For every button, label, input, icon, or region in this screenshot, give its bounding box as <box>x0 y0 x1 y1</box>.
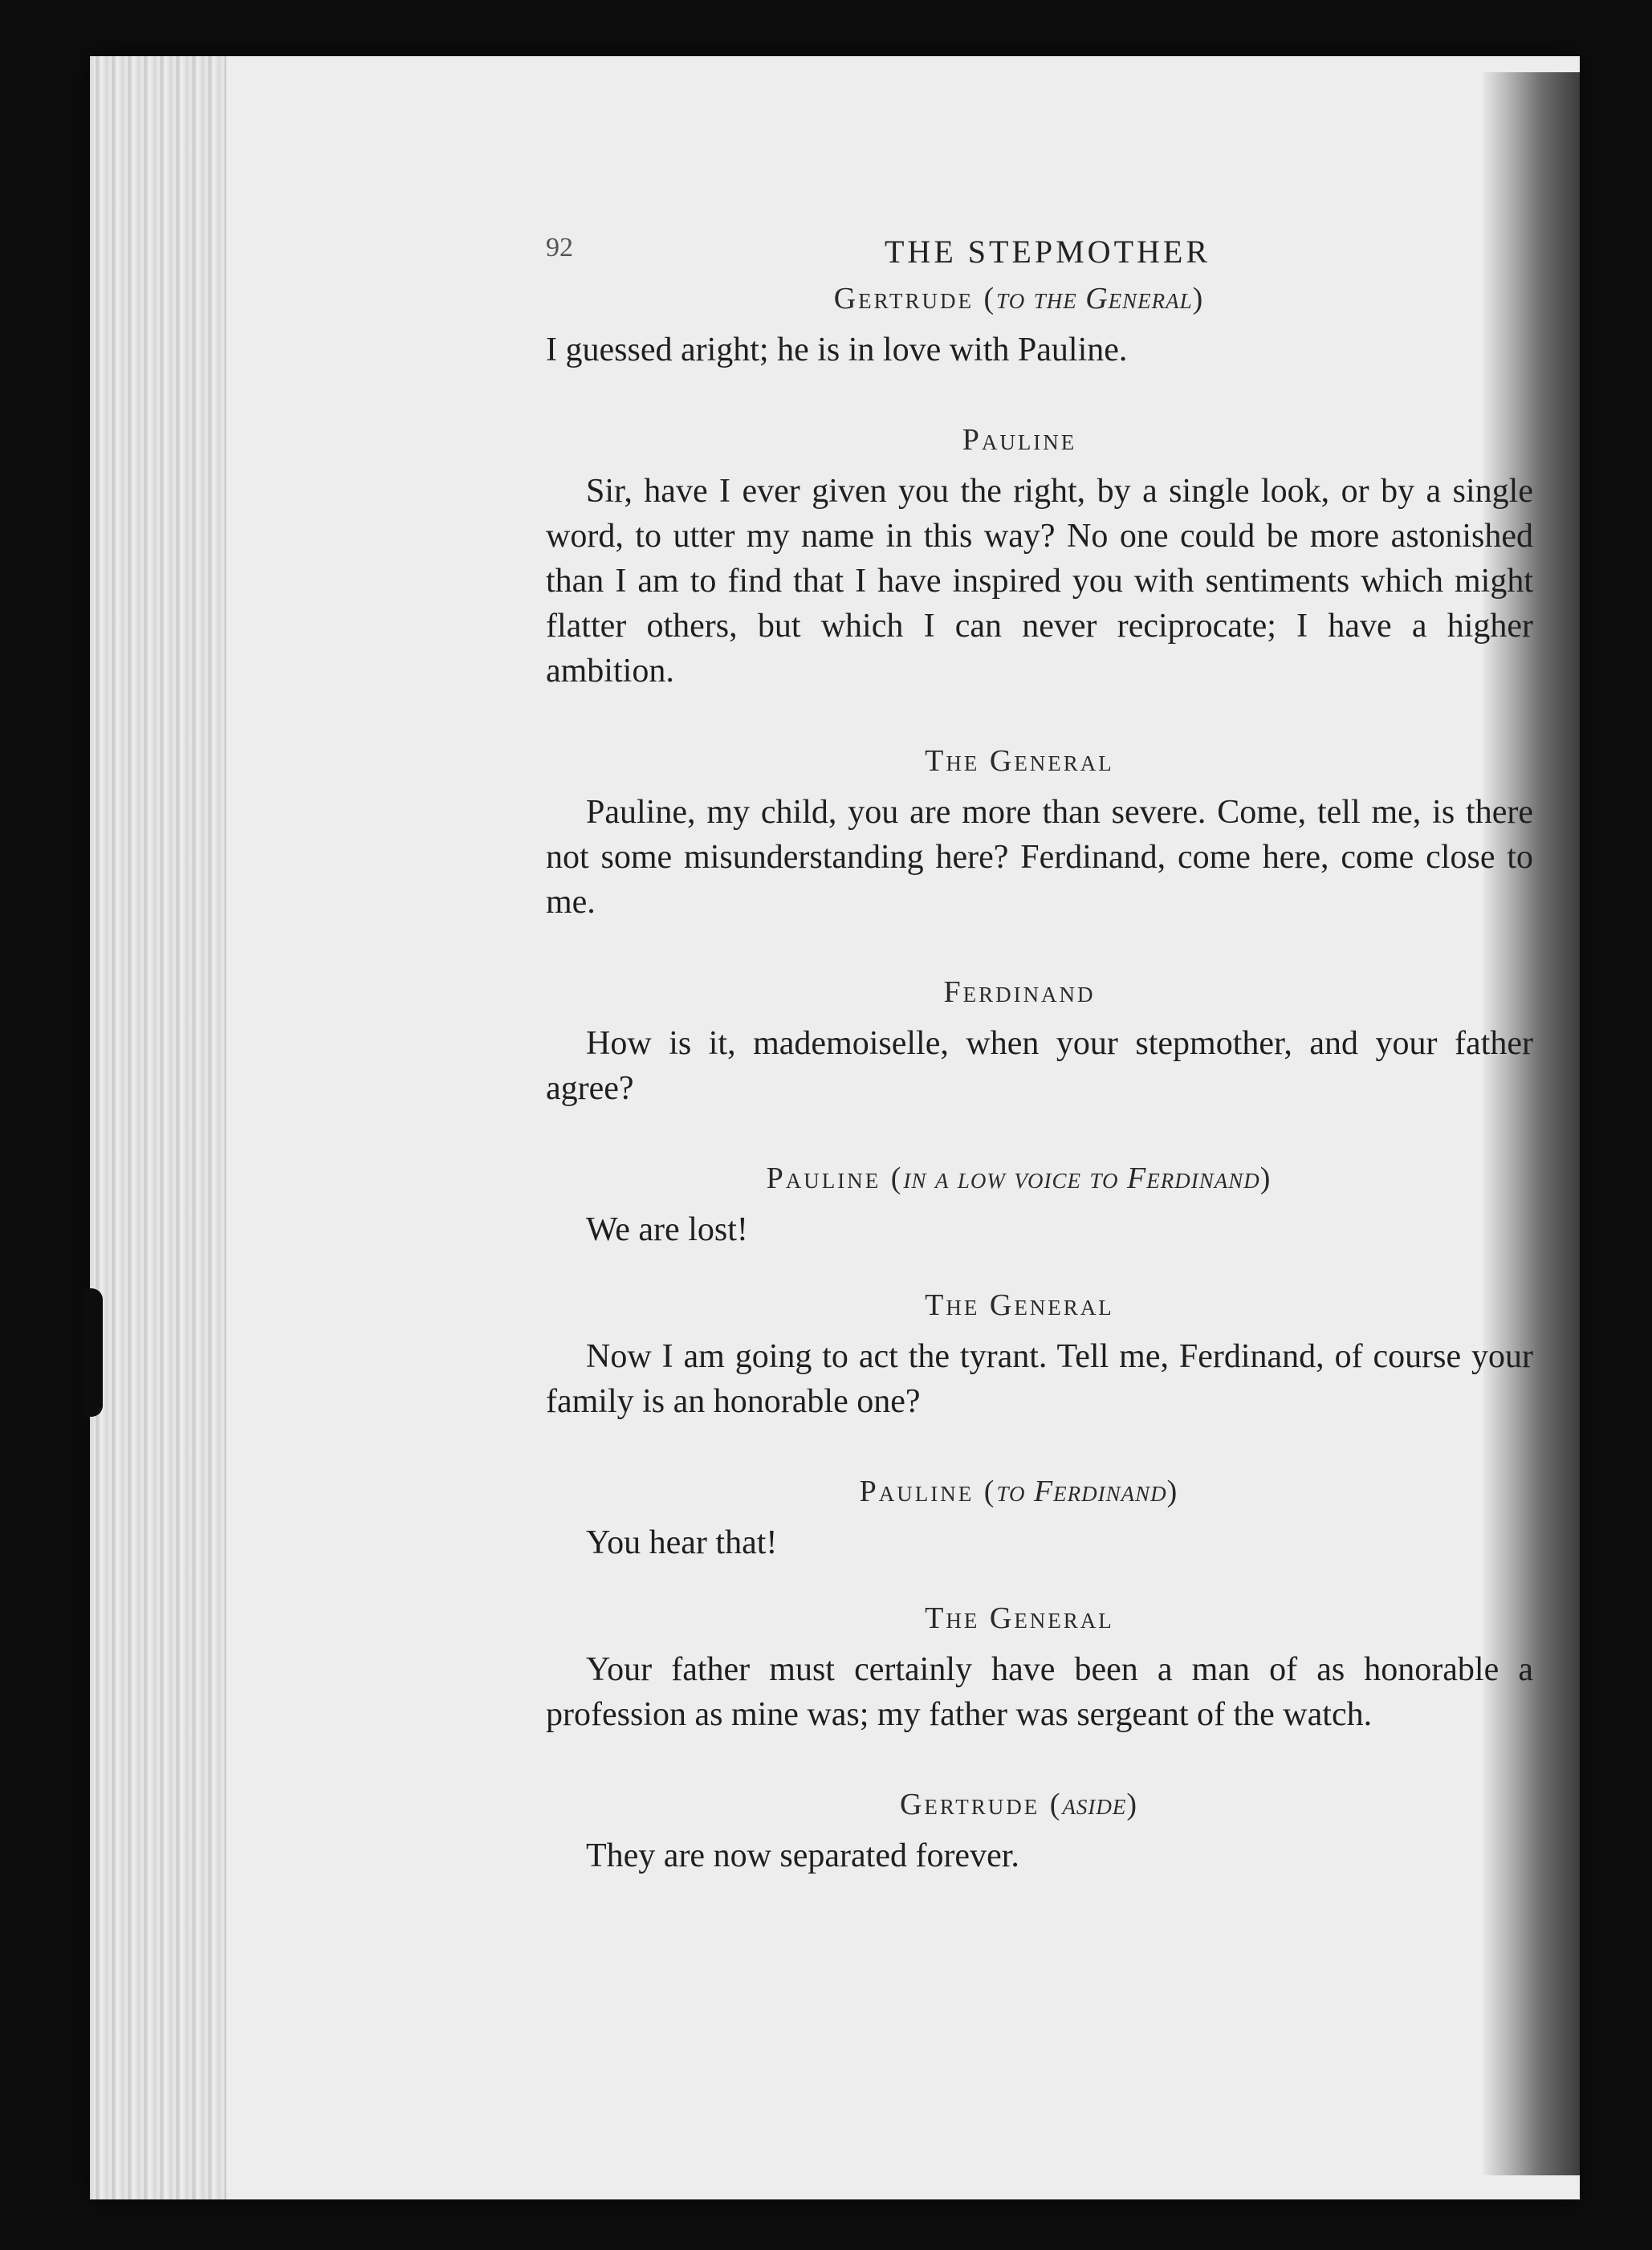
paren-open: ( <box>983 282 997 315</box>
paren-open: ( <box>890 1162 904 1195</box>
paren-close: ) <box>1166 1475 1180 1508</box>
speech <box>458 281 1533 372</box>
paren-close: ) <box>1259 1162 1273 1195</box>
speech <box>458 1601 1533 1737</box>
speech-text: I guessed aright; he is in love with Pauline. <box>546 332 1128 368</box>
speaker-heading <box>458 1474 1533 1509</box>
speech-text: Your father must certainly have been a man of as honorable a profession as mine was; my father was sergeant of the watch. <box>546 1651 1533 1733</box>
speaker-heading <box>458 281 1533 316</box>
paren-open: ( <box>983 1475 997 1508</box>
speaker-heading <box>458 1161 1533 1196</box>
speaker-heading <box>458 743 1533 779</box>
stage-direction: to Ferdinand <box>996 1475 1167 1508</box>
speaker-name: Pauline <box>962 423 1077 457</box>
speaker-heading <box>458 1787 1533 1822</box>
speaker-name: Ferdinand <box>943 975 1096 1009</box>
speech <box>458 422 1533 694</box>
speaker-name: The General <box>925 1601 1114 1635</box>
speech-text: Now I am going to act the tyrant. Tell me, Ferdinand, of course your family is an honorable one? <box>546 1338 1533 1420</box>
speaker-heading <box>458 1601 1533 1636</box>
binding-notch <box>83 1288 103 1417</box>
speech-text: Sir, have I ever given you the right, by a single look, or by a single word, to utter my name in this way? No one could be more astonished than I am to find that I have inspired you with sentiments which might flatter others, but which I can never reciprocate; I have a higher ambition. <box>546 473 1533 690</box>
page-text-block <box>458 233 1533 1878</box>
running-head <box>458 233 1533 281</box>
speaker-name: Gertrude <box>833 282 975 315</box>
speech <box>458 1787 1533 1878</box>
speech-text: How is it, mademoiselle, when your stepmother, and your father agree? <box>546 1025 1533 1107</box>
speech-text: You hear that! <box>586 1524 778 1561</box>
speaker-name: Gertrude <box>899 1788 1040 1821</box>
running-title: THE STEPMOTHER <box>885 234 1211 270</box>
paren-open: ( <box>1049 1788 1063 1821</box>
speaker-name: The General <box>925 744 1114 778</box>
speech <box>458 1161 1533 1252</box>
stage-direction: to the General <box>996 282 1193 315</box>
speaker-heading <box>458 974 1533 1010</box>
speaker-heading <box>458 1288 1533 1323</box>
page-stack-edge <box>90 56 226 2199</box>
speech <box>458 1474 1533 1565</box>
speech <box>458 743 1533 925</box>
speech <box>458 1288 1533 1424</box>
speech-text: We are lost! <box>586 1211 748 1248</box>
speaker-heading <box>458 422 1533 458</box>
speech-text: Pauline, my child, you are more than severe. Come, tell me, is there not some misunderstanding here? Ferdinand, come here, come close to me. <box>546 794 1533 921</box>
speech-text: They are now separated forever. <box>586 1837 1019 1874</box>
speaker-name: The General <box>925 1288 1114 1322</box>
speaker-name: Pauline <box>859 1475 975 1508</box>
speaker-name: Pauline <box>766 1162 881 1195</box>
page-number: 92 <box>546 233 573 262</box>
stage-direction: aside <box>1062 1788 1127 1821</box>
speech <box>458 974 1533 1111</box>
paren-close: ) <box>1192 282 1206 315</box>
paren-close: ) <box>1126 1788 1140 1821</box>
stage-direction: in a low voice to Ferdinand <box>903 1162 1260 1195</box>
